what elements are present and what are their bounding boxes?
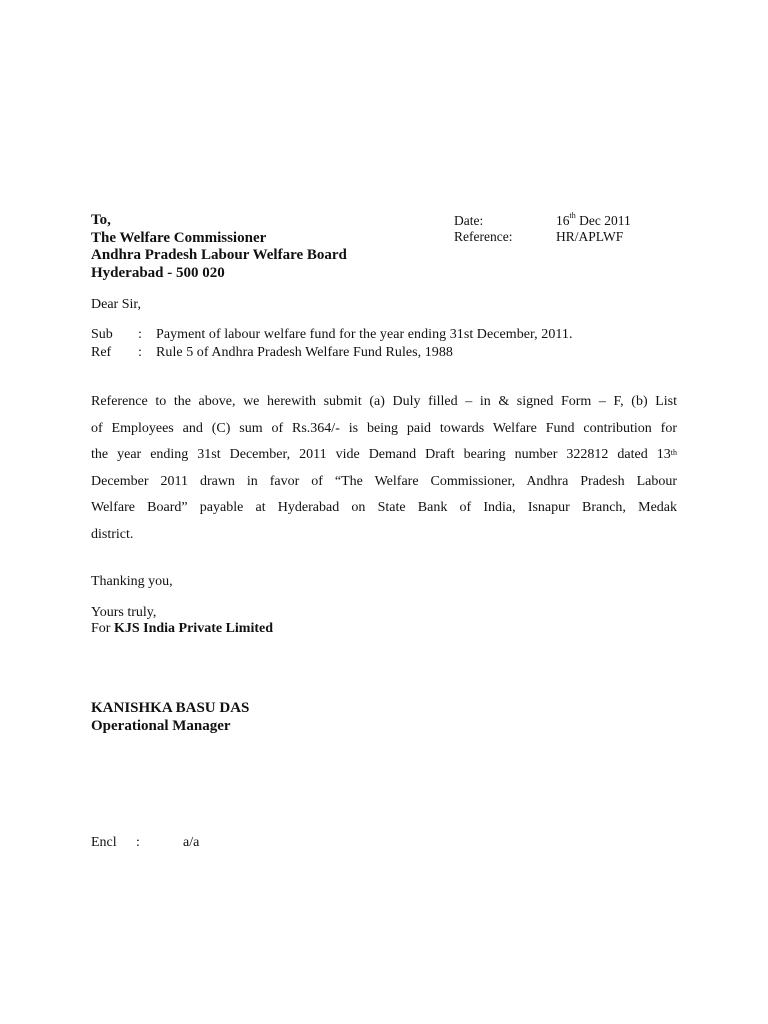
encl-colon: : <box>136 835 140 850</box>
salutation: Dear Sir, <box>91 297 141 312</box>
for-prefix: For <box>91 621 114 636</box>
closing-line: Yours truly, <box>91 605 157 620</box>
body-line-3-text: the year ending 31st December, 2011 vide Demand Draft bearing number 322812 dated 13 <box>91 447 671 463</box>
recipient-line-2: Andhra Pradesh Labour Welfare Board <box>91 247 347 263</box>
date-day: 16 <box>556 213 570 228</box>
body-line-2: of Employees and (C) sum of Rs.364/- is being paid towards Welfare Fund contribution for <box>91 420 677 436</box>
encl-label: Encl <box>91 835 117 850</box>
body-line-4: December 2011 drawn in favor of “The Welfare Commissioner, Andhra Pradesh Labour <box>91 473 677 489</box>
recipient-line-1: The Welfare Commissioner <box>91 230 267 246</box>
signatory-title: Operational Manager <box>91 718 231 734</box>
ref-label: Ref <box>91 345 112 360</box>
sub-colon: : <box>138 327 142 342</box>
date-value <box>556 213 631 229</box>
ref-colon: : <box>138 345 142 360</box>
signatory-name: KANISHKA BASU DAS <box>91 700 250 716</box>
body-line-3 <box>91 442 677 469</box>
date-label: Date: <box>454 213 484 228</box>
body-line-5: Welfare Board” payable at Hyderabad on State Bank of India, Isnapur Branch, Medak <box>91 500 677 516</box>
company-name: KJS India Private Limited <box>113 621 274 636</box>
for-company-line <box>91 621 273 637</box>
date-day-suffix: th <box>569 211 576 220</box>
reference-label: Reference: <box>454 229 513 244</box>
encl-value: a/a <box>183 835 200 850</box>
date-rest: Dec 2011 <box>575 213 631 228</box>
body-paragraph <box>91 389 677 549</box>
thanks-line: Thanking you, <box>91 574 173 589</box>
ref-text: Rule 5 of Andhra Pradesh Welfare Fund Rules, 1988 <box>156 345 453 360</box>
sub-label: Sub <box>91 327 113 342</box>
recipient-to: To, <box>91 212 111 228</box>
body-line-1: Reference to the above, we herewith submit (a) Duly filled – in & signed Form – F, (b) List <box>91 394 677 409</box>
reference-value: HR/APLWF <box>556 229 624 244</box>
body-line-6: district. <box>91 526 134 542</box>
body-line-3-sup: th <box>670 448 677 458</box>
recipient-line-3: Hyderabad - 500 020 <box>91 265 225 281</box>
sub-text: Payment of labour welfare fund for the year ending 31st December, 2011. <box>156 327 573 342</box>
